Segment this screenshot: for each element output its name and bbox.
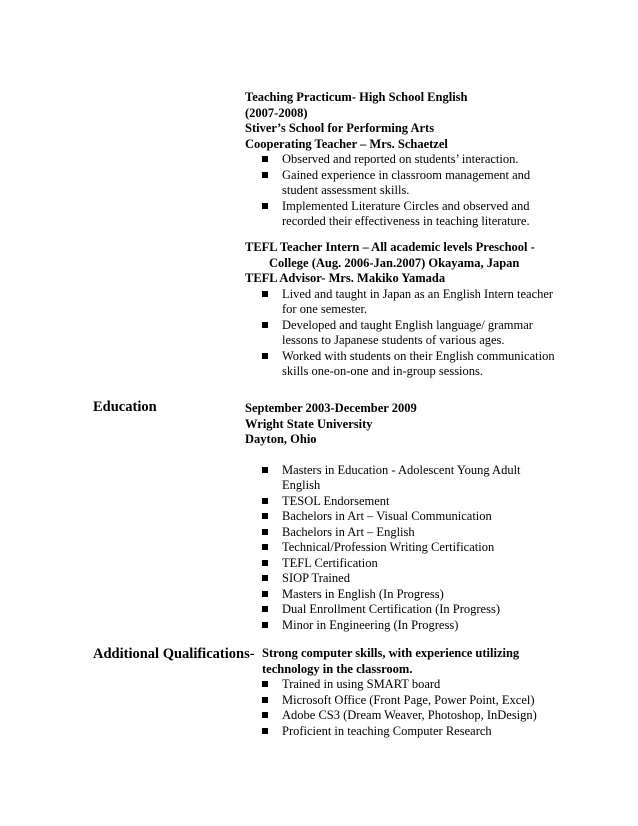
- list-item: Bachelors in Art – Visual Communication: [245, 509, 555, 525]
- additional-bullet-list: [245, 677, 565, 739]
- entry-dates: (2007-2008): [245, 105, 308, 120]
- education-bullet-list: [245, 463, 555, 634]
- list-item: Technical/Profession Writing Certification: [245, 540, 555, 556]
- list-item: Implemented Literature Circles and observed and recorded their effectiveness in teaching literature.: [245, 199, 555, 230]
- list-item: Masters in English (In Progress): [245, 587, 555, 603]
- tefl-intern-entry: [245, 240, 555, 380]
- list-item: TESOL Endorsement: [245, 494, 555, 510]
- list-item: Proficient in teaching Computer Research: [245, 724, 565, 740]
- education-entry: [245, 401, 555, 633]
- spacer: [245, 448, 555, 463]
- list-item: Gained experience in classroom management and student assessment skills.: [245, 168, 555, 199]
- list-item: Developed and taught English language/ grammar lessons to Japanese students of various ages.: [245, 318, 555, 349]
- additional-qualifications-entry: [245, 646, 565, 739]
- entry-title: Teaching Practicum- High School English: [245, 90, 468, 104]
- list-item: Dual Enrollment Certification (In Progress): [245, 602, 555, 618]
- list-item: Bachelors in Art – English: [245, 525, 555, 541]
- list-item: Minor in Engineering (In Progress): [245, 618, 555, 634]
- entry-bullet-list: [245, 287, 555, 380]
- list-item: Trained in using SMART board: [245, 677, 565, 693]
- list-item: Observed and reported on students’ interaction.: [245, 152, 555, 168]
- list-item: Masters in Education - Adolescent Young Adult English: [245, 463, 555, 494]
- entry-title: [245, 240, 555, 271]
- teaching-practicum-entry: [245, 90, 555, 230]
- entry-title-continuation: College (Aug. 2006-Jan.2007) Okayama, Japan: [269, 255, 520, 270]
- list-item: Adobe CS3 (Dream Weaver, Photoshop, InDesign): [245, 708, 565, 724]
- education-section-label: Education: [93, 399, 157, 415]
- entry-supervisor: TEFL Advisor- Mrs. Makiko Yamada: [245, 271, 446, 285]
- education-school: Wright State University: [245, 416, 373, 431]
- list-item: Lived and taught in Japan as an English Intern teacher for one semester.: [245, 287, 555, 318]
- education-location: Dayton, Ohio: [245, 432, 317, 446]
- list-item: SIOP Trained: [245, 571, 555, 587]
- entry-supervisor: Cooperating Teacher – Mrs. Schaetzel: [245, 136, 448, 151]
- education-dates: September 2003-December 2009: [245, 401, 417, 415]
- additional-qualifications-summary: Strong computer skills, with experience utilizing technology in the classroom.: [262, 646, 520, 676]
- list-item: TEFL Certification: [245, 556, 555, 572]
- entry-title-line: TEFL Teacher Intern – All academic levels Preschool -: [245, 240, 535, 254]
- additional-qualifications-label: Additional Qualifications-: [93, 646, 255, 662]
- entry-bullet-list: [245, 152, 555, 230]
- list-item: Worked with students on their English communication skills one-on-one and in-group sessions.: [245, 349, 555, 380]
- entry-school: Stiver’s School for Performing Arts: [245, 121, 435, 135]
- list-item: Microsoft Office (Front Page, Power Point, Excel): [245, 693, 565, 709]
